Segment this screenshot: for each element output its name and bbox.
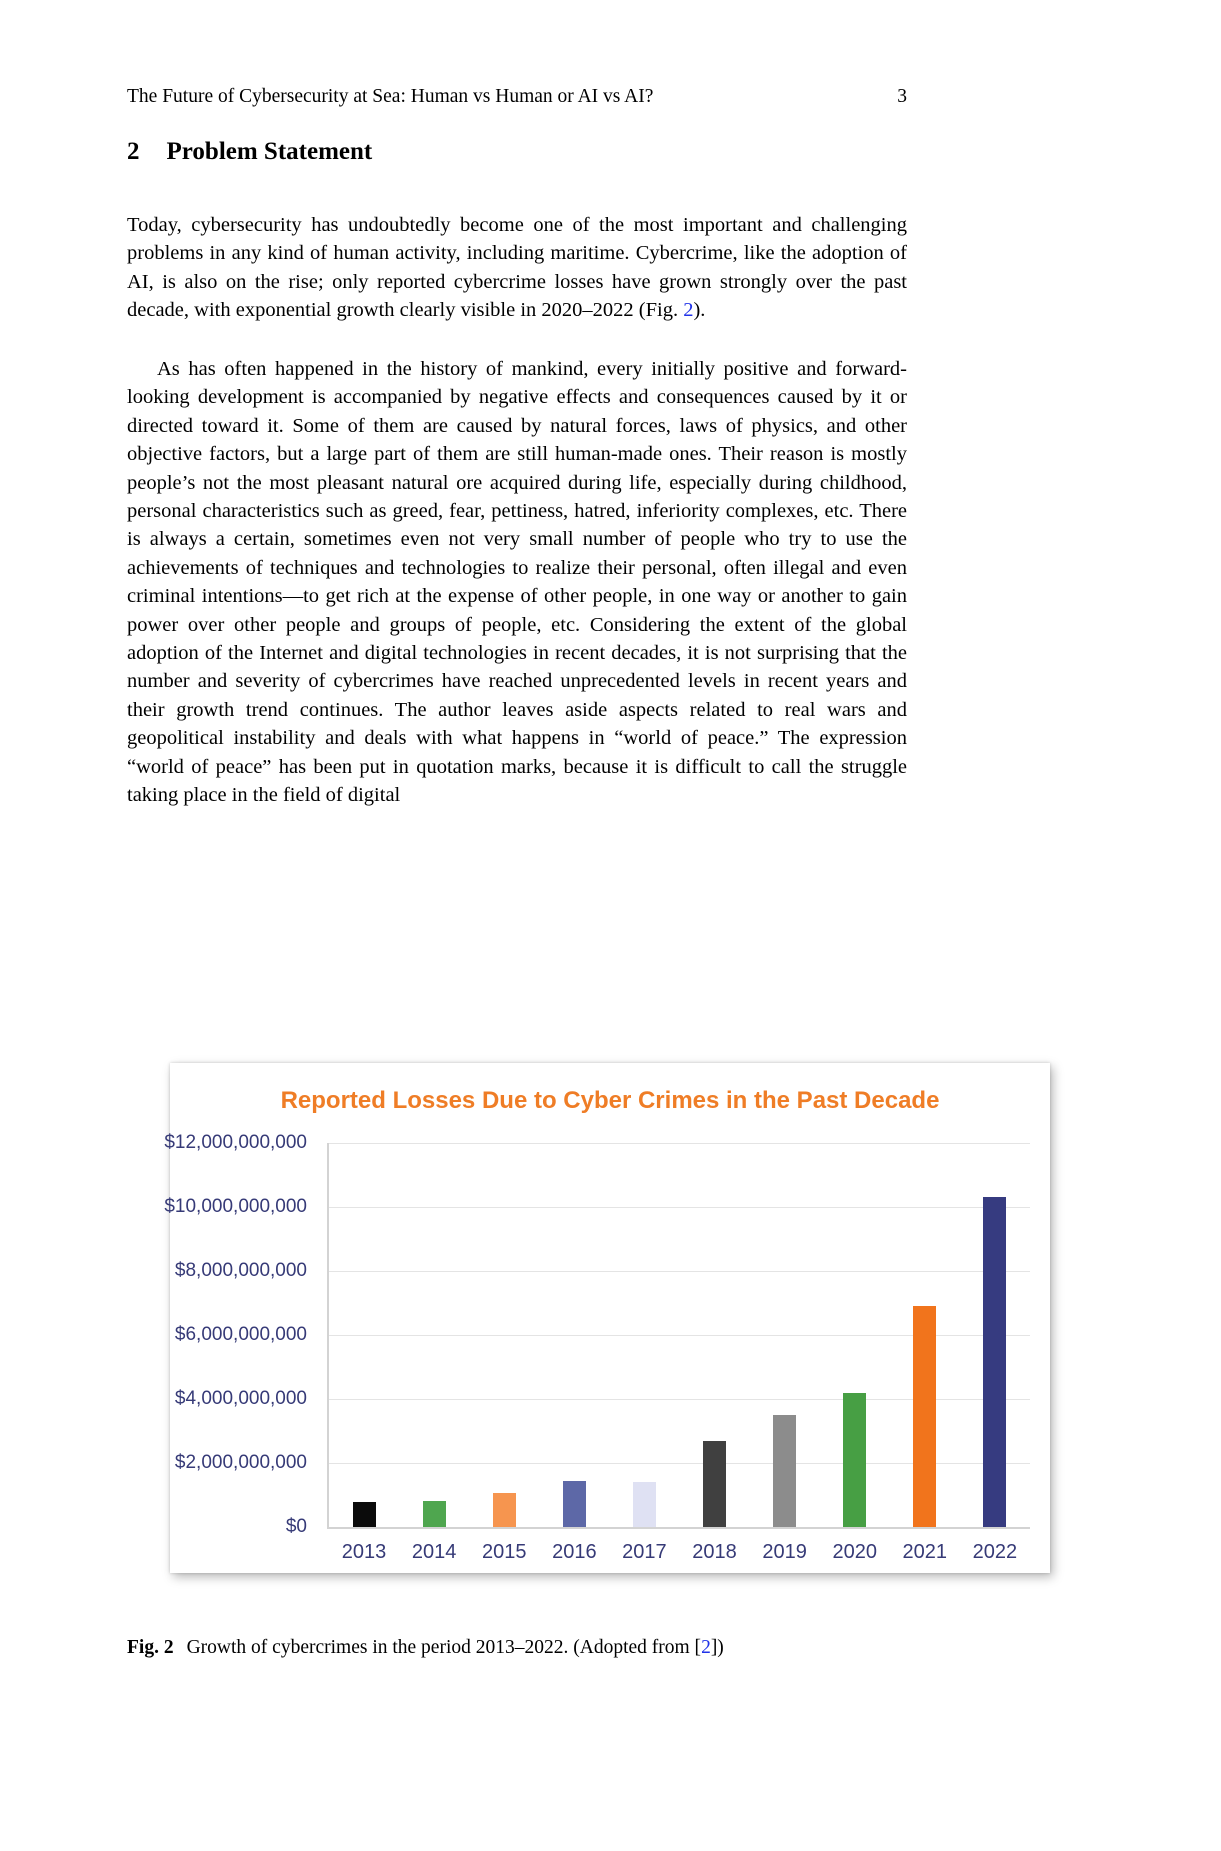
bar-2019 — [773, 1415, 796, 1527]
x-tick-label-2016: 2016 — [552, 1541, 597, 1563]
x-tick-label-2013: 2013 — [341, 1541, 387, 1563]
x-tick-label-2020: 2020 — [832, 1541, 877, 1563]
bar-2021 — [913, 1306, 936, 1527]
bar-2015 — [493, 1493, 516, 1527]
bar-2020 — [843, 1393, 866, 1527]
bar-slot-2016 — [539, 1143, 609, 1527]
x-tick-label-2018: 2018 — [692, 1541, 737, 1563]
bar-slot-2013 — [329, 1143, 399, 1527]
x-tick-label-2015: 2015 — [481, 1541, 527, 1563]
x-tick-label-2017: 2017 — [622, 1541, 667, 1563]
y-tick-label-$10,000,000,000: $10,000,000,000 — [164, 1196, 307, 1217]
figure-2-chart-card — [164, 1063, 1050, 1573]
y-tick-label-$6,000,000,000: $6,000,000,000 — [174, 1324, 307, 1345]
y-tick-label-$8,000,000,000: $8,000,000,000 — [174, 1260, 307, 1281]
x-tick-label-2014: 2014 — [411, 1541, 457, 1563]
figure-caption-end: ]) — [710, 1637, 724, 1658]
running-head — [127, 86, 907, 108]
y-tick-label-$0: $0 — [285, 1516, 307, 1537]
x-tick-label-2022: 2022 — [972, 1541, 1018, 1563]
figure-caption-text: Growth of cybercrimes in the period 2013–2022. (Adopted from [ — [186, 1637, 702, 1658]
x-tick-label-2019: 2019 — [762, 1541, 807, 1563]
section-number: 2 — [127, 138, 140, 165]
y-tick-label-$4,000,000,000: $4,000,000,000 — [174, 1388, 307, 1409]
bar-2017 — [633, 1482, 656, 1527]
paragraph-2: As has often happened in the history of mankind, every initially positive and forward-looking development is accompanied by negative effects and consequences caused by it or directed toward it. Some of them are caused by natural forces, laws of physics, and other objective factors, but a large part of them are still human-made ones. Their reason is mostly people’s not the most pleasant natural ore acquired during life, especially during childhood, personal characteristics such as greed, fear, pettiness, hatred, inferiority complexes, etc. There is always a certain, sometimes even not very small number of people who try to use the achievements of techniques and technologies to realize their personal, often illegal and even criminal intentions—to get rich at the expense of other people, in one way or another to gain power over other people and groups of people, etc. Considering the extent of the global adoption of the Internet and digital technologies in recent decades, it is not surprising that the number and severity of cybercrimes have reached unprecedented levels in recent years and their growth trend continues. The author leaves aside aspects related to real wars and geopolitical instability and deals with what happens in “world of peace.” The expression “world of peace” has been put in quotation marks, because it is difficult to call the struggle taking place in the field of digital — [127, 358, 907, 807]
bar-slot-2021 — [890, 1143, 960, 1527]
bar-slot-2018 — [679, 1143, 749, 1527]
y-axis-labels — [164, 1132, 307, 1537]
bar-2018 — [703, 1441, 726, 1527]
bar-2013 — [353, 1502, 376, 1527]
bar-2014 — [423, 1501, 446, 1527]
running-head-title: The Future of Cybersecurity at Sea: Human vs Human or AI vs AI? — [127, 86, 654, 107]
paragraph-1-text: Today, cybersecurity has undoubtedly become one of the most important and challenging problems in any kind of human activity, including maritime. Cybercrime, like the adoption of AI, is also on the rise; only reported cybercrime losses have grown strongly over the past decade, with exponential growth clearly visible in 2020–2022 (Fig. — [127, 214, 907, 322]
bar-2016 — [563, 1481, 586, 1527]
figure-caption — [127, 1634, 907, 1661]
bar-slot-2020 — [820, 1143, 890, 1527]
x-axis-labels — [329, 1541, 1030, 1564]
x-tick-label-2021: 2021 — [902, 1541, 948, 1563]
chart-title: Reported Losses Due to Cyber Crimes in the Past Decade — [280, 1087, 940, 1114]
paragraph-1-end: ). — [693, 299, 706, 322]
bar-slot-2022 — [960, 1143, 1030, 1527]
bar-slot-2017 — [609, 1143, 679, 1527]
bar-slot-2014 — [399, 1143, 469, 1527]
section-title: Problem Statement — [166, 138, 373, 165]
page-number: 3 — [897, 86, 907, 107]
y-tick-label-$12,000,000,000: $12,000,000,000 — [164, 1132, 307, 1153]
y-tick-label-$2,000,000,000: $2,000,000,000 — [174, 1452, 307, 1473]
bar-slot-2019 — [750, 1143, 820, 1527]
bar-slot-2015 — [469, 1143, 539, 1527]
bars — [329, 1143, 1030, 1527]
chart-body — [164, 1132, 1050, 1537]
section-heading — [127, 138, 907, 166]
reference-2-link[interactable]: 2 — [701, 1637, 711, 1658]
plot-area — [327, 1143, 1030, 1529]
figure-2-reference-link[interactable]: 2 — [683, 299, 694, 322]
paragraph-1 — [127, 211, 907, 325]
bar-2022 — [983, 1197, 1006, 1527]
figure-caption-label: Fig. 2 — [127, 1637, 174, 1658]
